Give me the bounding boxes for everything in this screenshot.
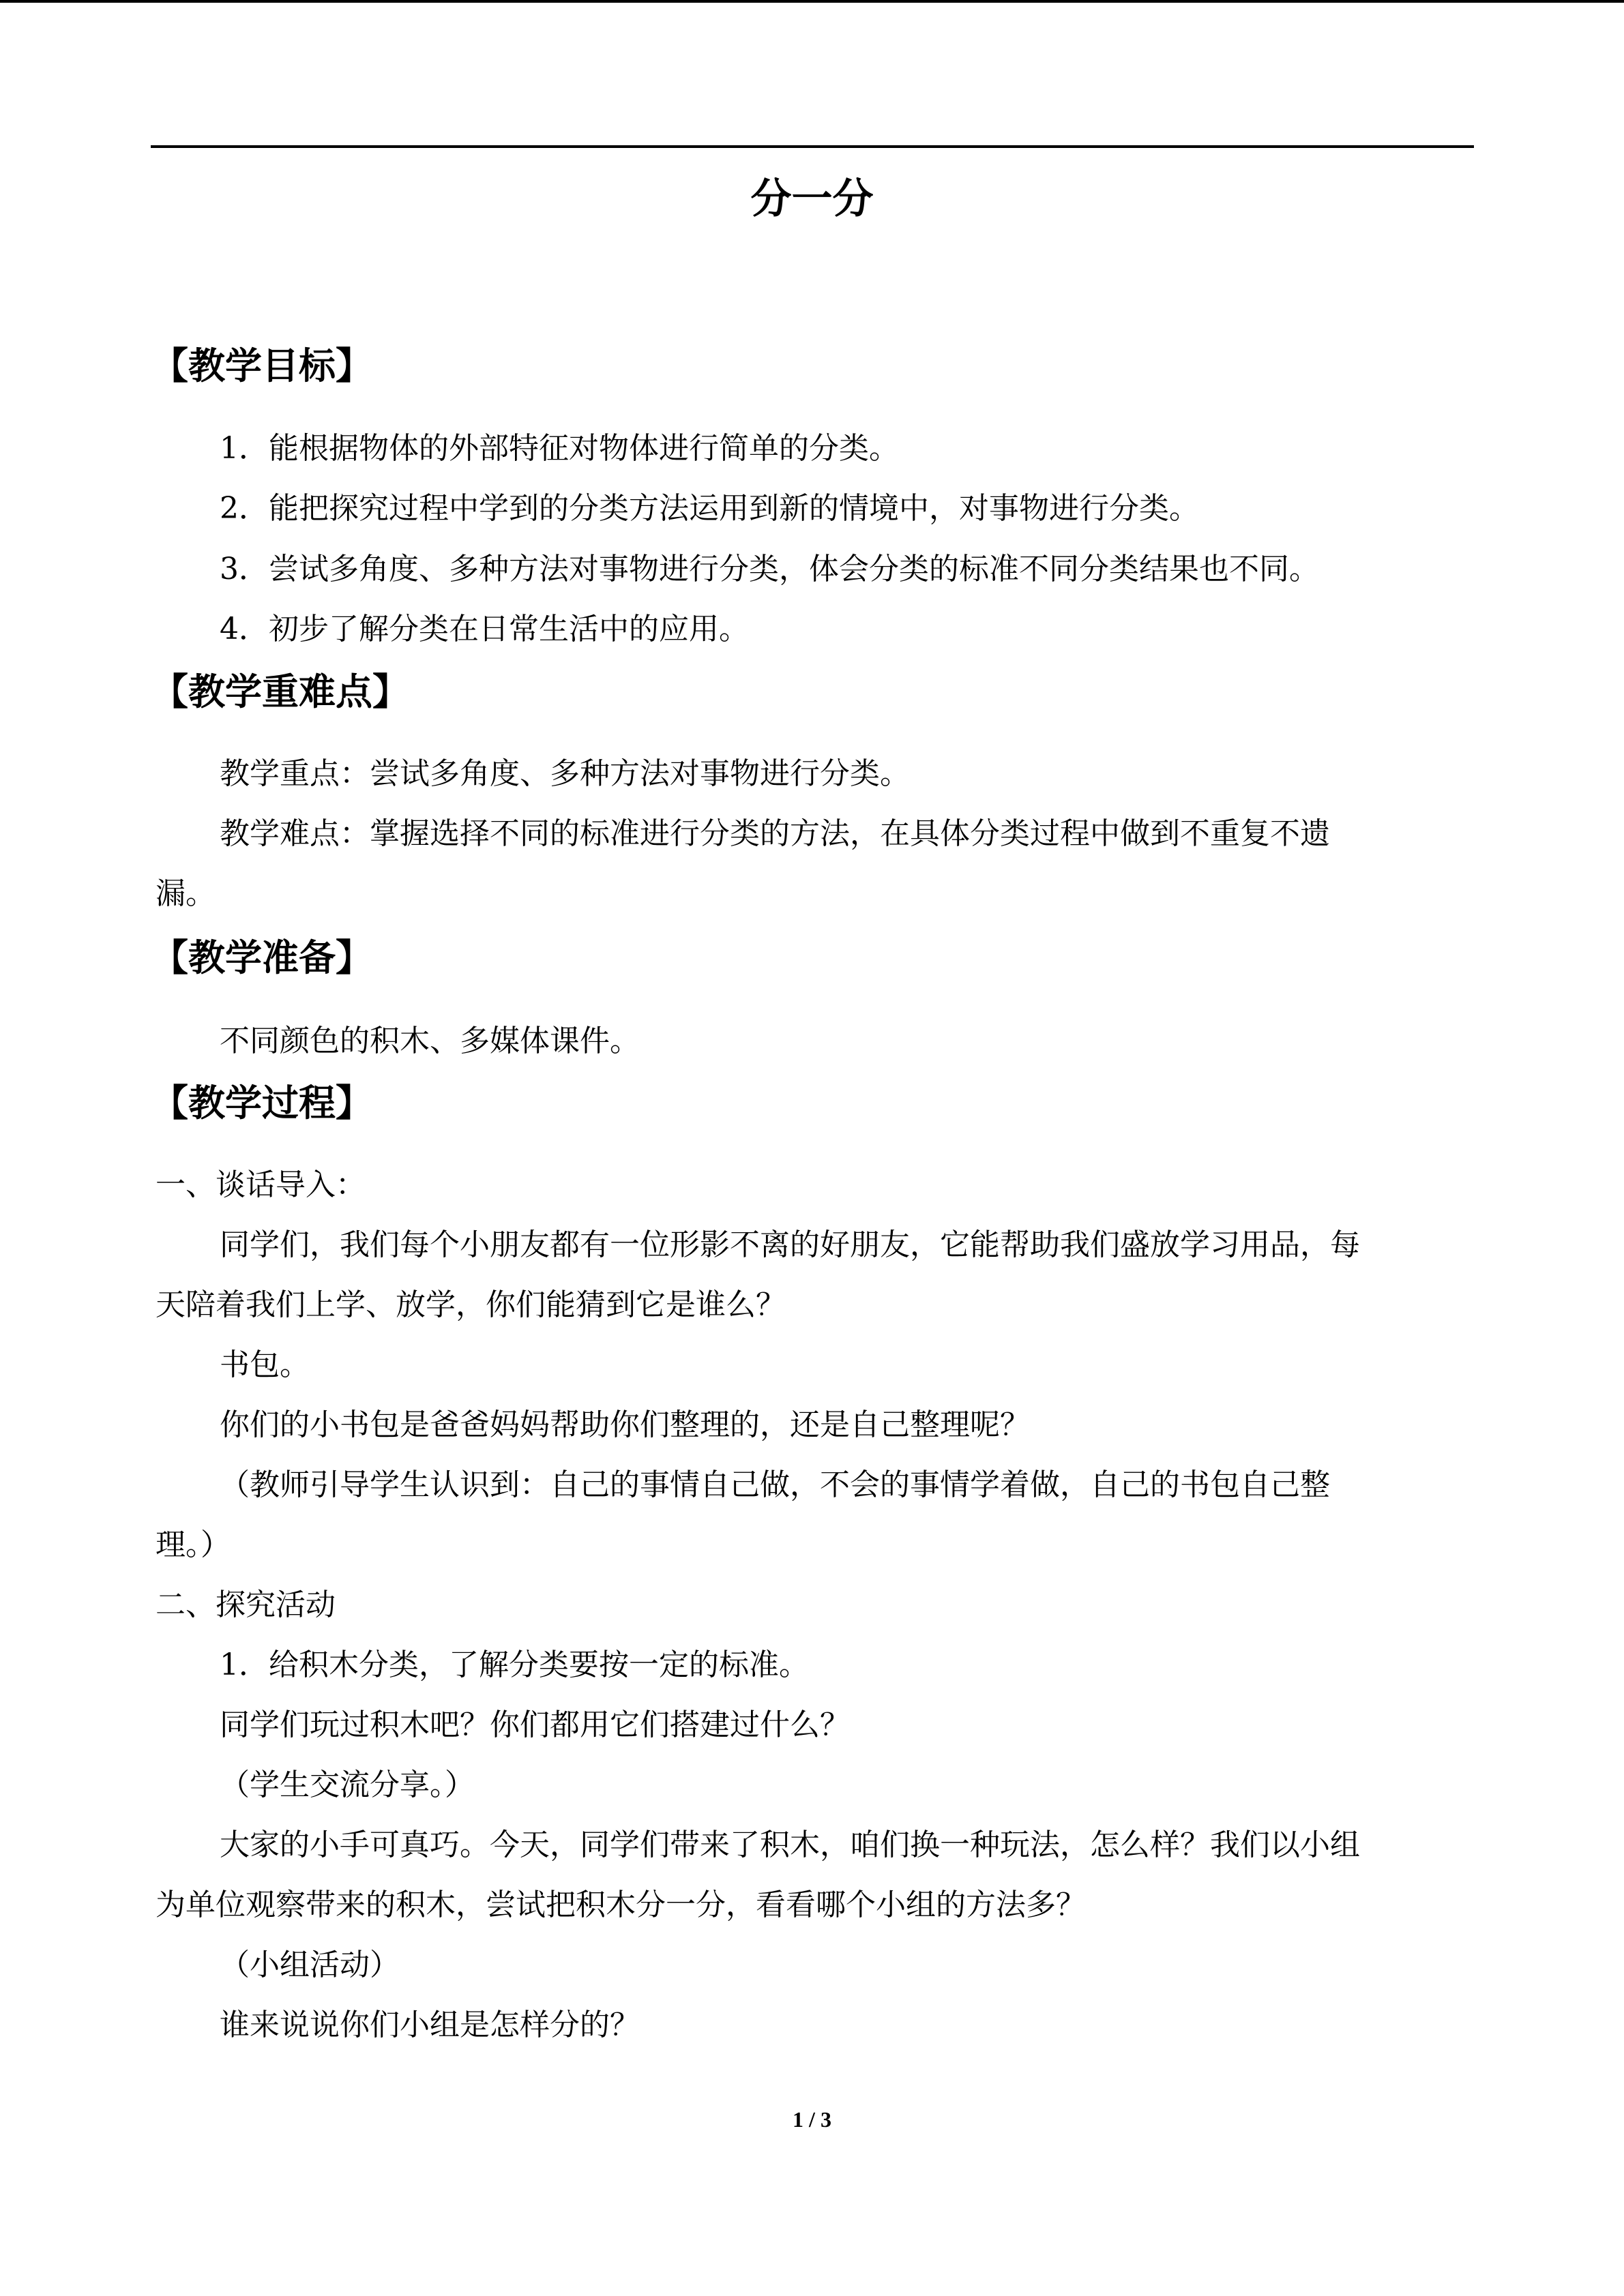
process-part2-line: 同学们玩过积木吧？你们都用它们搭建过什么？	[220, 1708, 850, 1742]
process-part2-line: 1．给积木分类，了解分类要按一定的标准。	[220, 1648, 809, 1682]
objective-item-1: 1．能根据物体的外部特征对物体进行简单的分类。	[220, 431, 899, 466]
process-part2-line: 谁来说说你们小组是怎样分的？	[220, 2008, 640, 2042]
preparation-text: 不同颜色的积木、多媒体课件。	[220, 1024, 640, 1058]
process-part2-title: 二、探究活动	[156, 1587, 336, 1622]
process-part2-line: 为单位观察带来的积木，尝试把积木分一分，看看哪个小组的方法多？	[156, 1888, 1086, 1922]
page-top-border	[0, 0, 1624, 3]
header-rule	[151, 145, 1474, 148]
objective-item-3: 3．尝试多角度、多种方法对事物进行分类，体会分类的标准不同分类结果也不同。	[220, 552, 1319, 586]
process-part1-line: 你们的小书包是爸爸妈妈帮助你们整理的，还是自己整理呢？	[220, 1407, 1030, 1442]
heading-key-points: 【教学重难点】	[151, 670, 409, 713]
process-part1-line: 同学们，我们每个小朋友都有一位形影不离的好朋友，它能帮助我们盛放学习用品，每	[220, 1227, 1360, 1262]
process-part1-title: 一、谈话导入：	[156, 1167, 366, 1202]
heading-process: 【教学过程】	[151, 1082, 372, 1124]
objective-item-4: 4．初步了解分类在日常生活中的应用。	[220, 612, 749, 646]
process-part1-line: 理。）	[156, 1527, 231, 1562]
objective-item-2: 2．能把探究过程中学到的分类方法运用到新的情境中，对事物进行分类。	[220, 491, 1199, 526]
process-part2-line: （学生交流分享。）	[220, 1768, 475, 1802]
process-part1-line: 天陪着我们上学、放学，你们能猜到它是谁么？	[156, 1287, 786, 1322]
document-title: 分一分	[750, 175, 874, 223]
key-point-focus: 教学重点：尝试多角度、多种方法对事物进行分类。	[220, 756, 910, 791]
process-part1-line: （教师引导学生认识到：自己的事情自己做，不会的事情学着做，自己的书包自己整	[220, 1467, 1330, 1502]
heading-preparation: 【教学准备】	[151, 936, 372, 979]
process-part2-line: （小组活动）	[220, 1948, 400, 1982]
process-part1-line: 书包。	[220, 1347, 310, 1382]
process-part2-line: 大家的小手可真巧。今天，同学们带来了积木，咱们换一种玩法，怎么样？我们以小组	[220, 1828, 1360, 1862]
key-point-difficulty-cont: 漏。	[156, 876, 216, 911]
heading-objectives: 【教学目标】	[151, 344, 372, 387]
page-number: 1 / 3	[793, 2107, 831, 2132]
key-point-difficulty: 教学难点：掌握选择不同的标准进行分类的方法，在具体分类过程中做到不重复不遗	[220, 816, 1330, 851]
